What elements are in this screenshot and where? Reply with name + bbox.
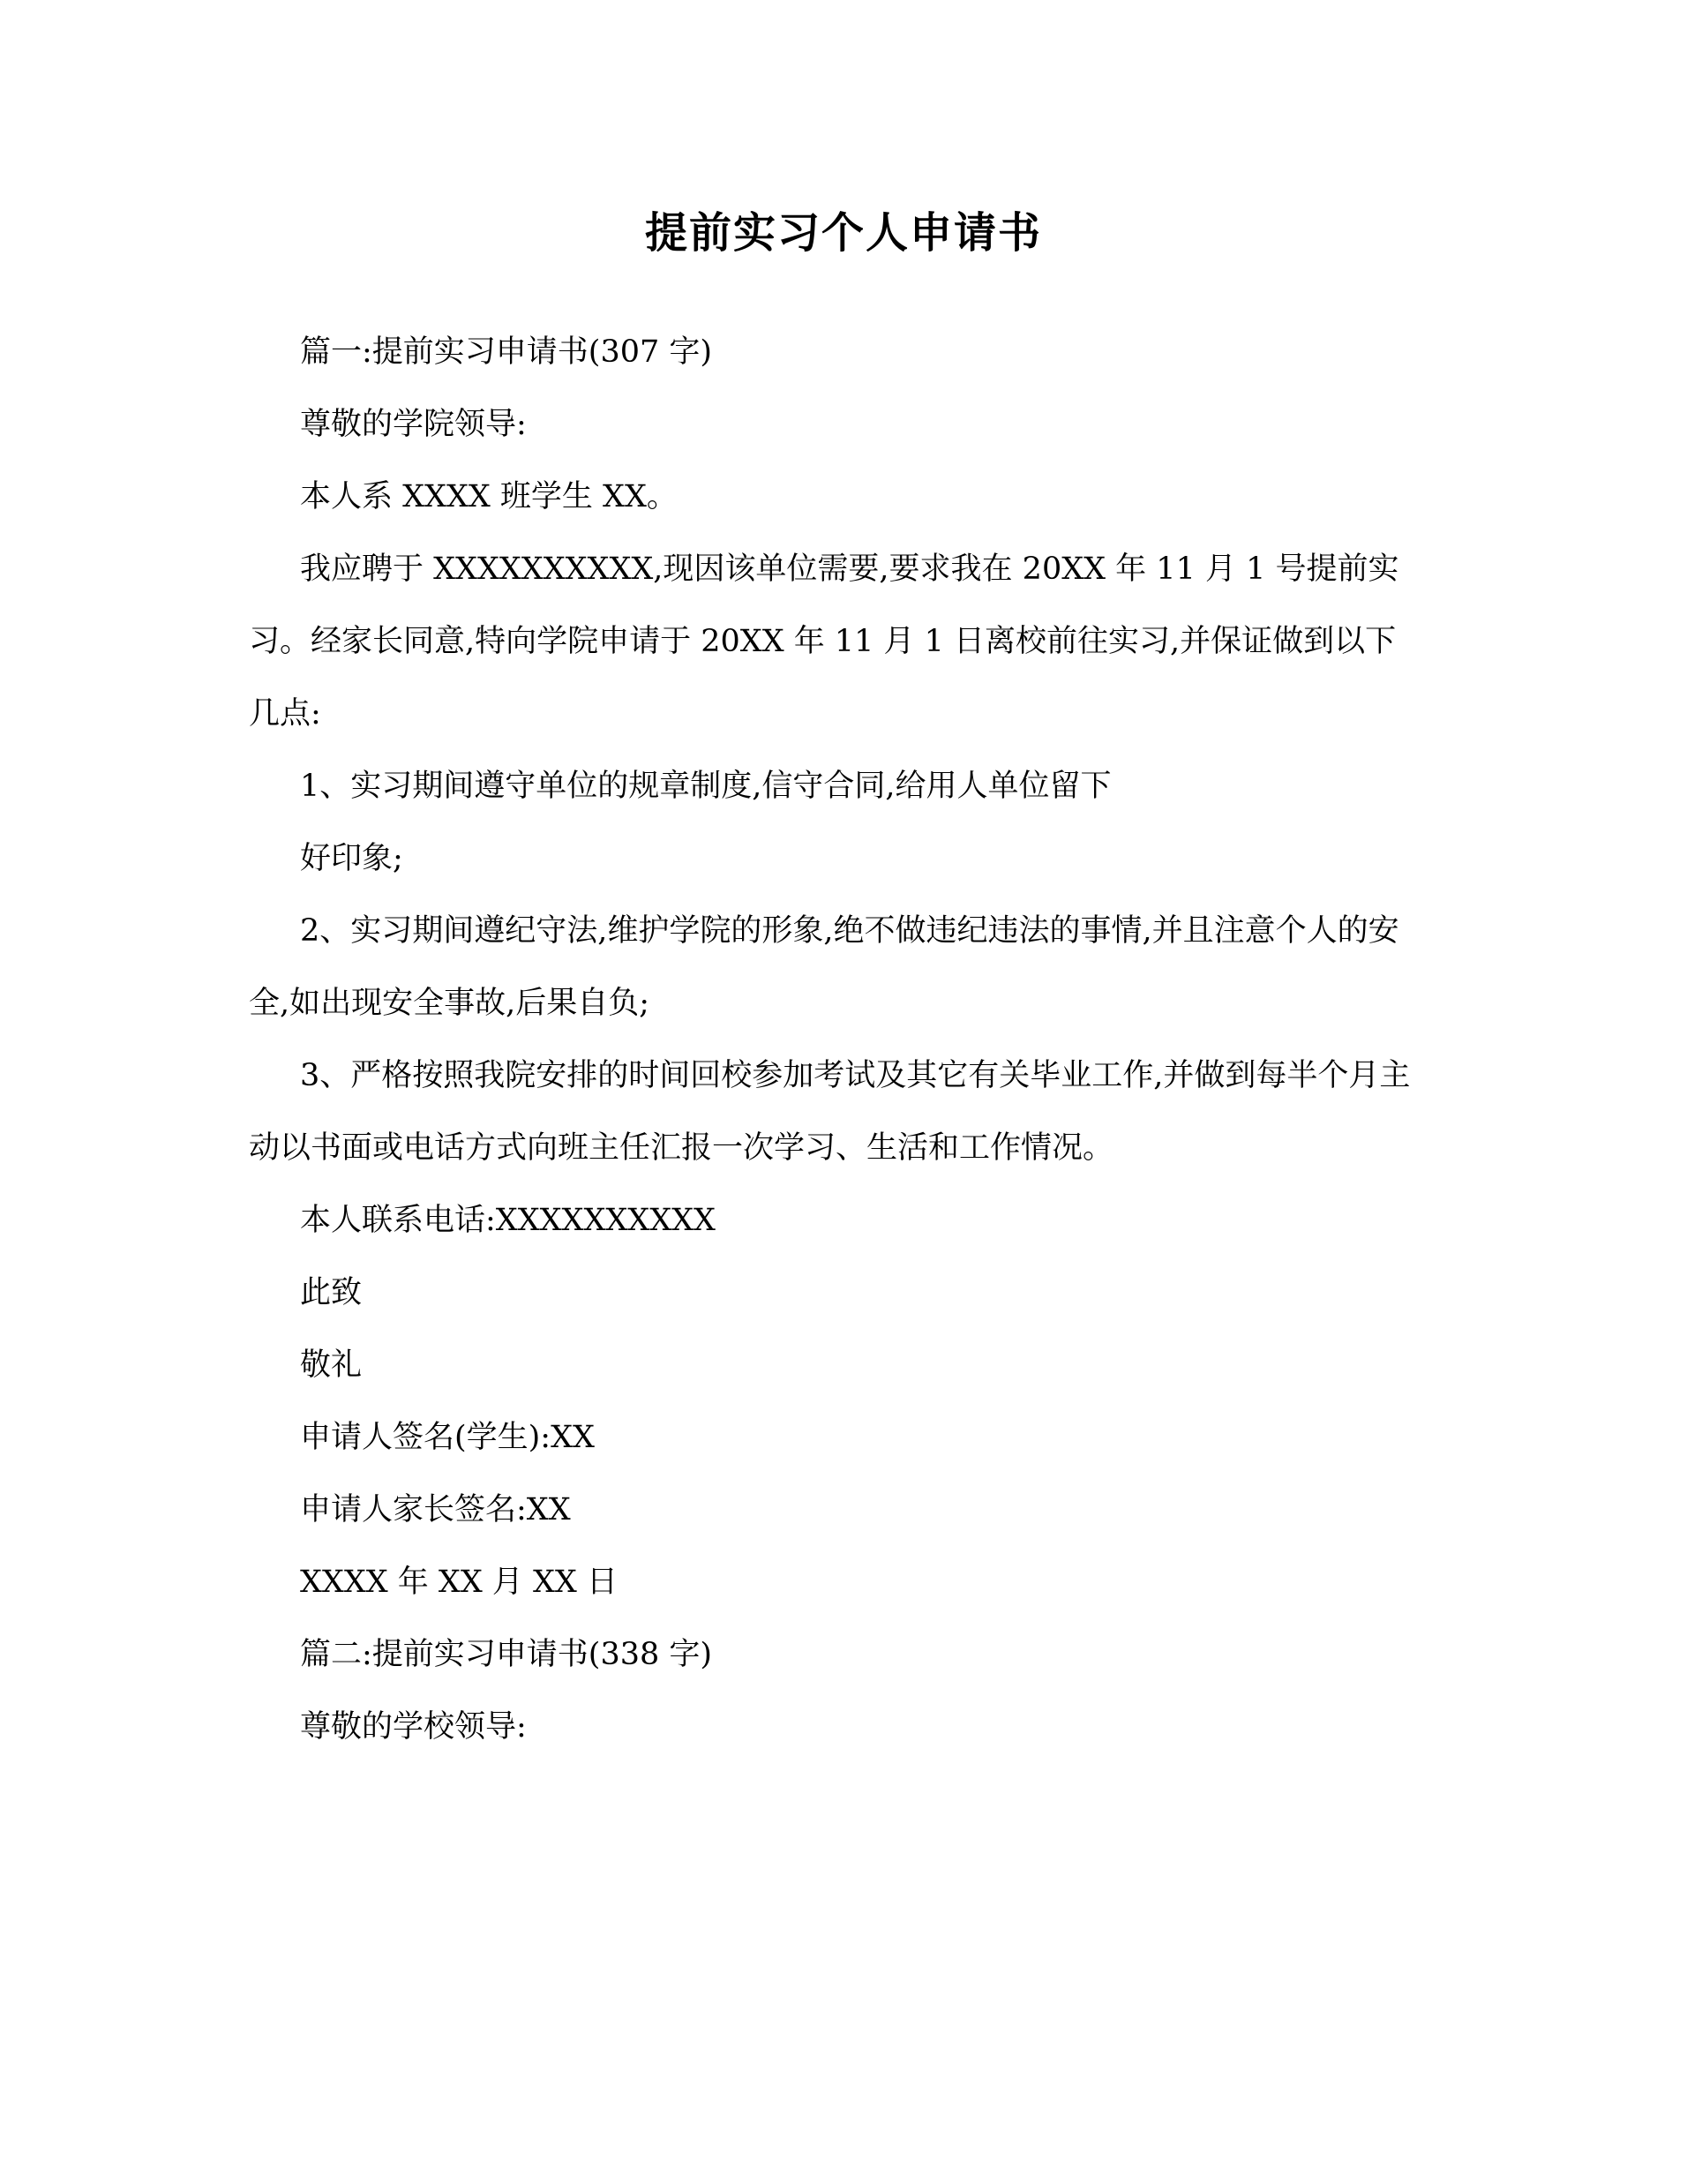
closing-2: 敬礼 (300, 1347, 363, 1383)
intro-paragraph: 本人系 XXXX 班学生 XX。 (300, 479, 678, 514)
item-1-line-1: 1、实习期间遵守单位的规章制度,信守合同,给用人单位留下 (300, 769, 1112, 804)
phone-line: 本人联系电话:XXXXXXXXXX (300, 1203, 716, 1238)
parent-signature: 申请人家长签名:XX (300, 1492, 571, 1527)
closing-1: 此致 (300, 1275, 363, 1310)
item-1-line-2: 好印象; (300, 841, 403, 876)
student-signature: 申请人签名(学生):XX (300, 1420, 595, 1455)
request-paragraph: 我应聘于 XXXXXXXXXX,现因该单位需要,要求我在 20XX 年 11 月 1 号提前实习。经家长同意,特向学院申请于 20XX 年 11 月 1 日离校前往实习,并保证做到以下几点: (249, 552, 1399, 732)
item-2: 2、实习期间遵纪守法,维护学院的形象,绝不做违纪违法的事情,并且注意个人的安全,如出现安全事故,后果自负; (249, 913, 1399, 1021)
date-line: XXXX 年 XX 月 XX 日 (300, 1565, 618, 1600)
section1-heading: 篇一:提前实习申请书(307 字) (300, 334, 713, 370)
salutation-1: 尊敬的学院领导: (300, 407, 527, 442)
salutation-2: 尊敬的学校领导: (300, 1709, 527, 1745)
section2-heading: 篇二:提前实习申请书(338 字) (300, 1637, 713, 1672)
item-3: 3、严格按照我院安排的时间回校参加考试及其它有关毕业工作,并做到每半个月主动以书面或电话方式向班主任汇报一次学习、生活和工作情况。 (249, 1058, 1411, 1166)
document-title: 提前实习个人申请书 (644, 208, 1042, 258)
document-body (249, 316, 1413, 1763)
